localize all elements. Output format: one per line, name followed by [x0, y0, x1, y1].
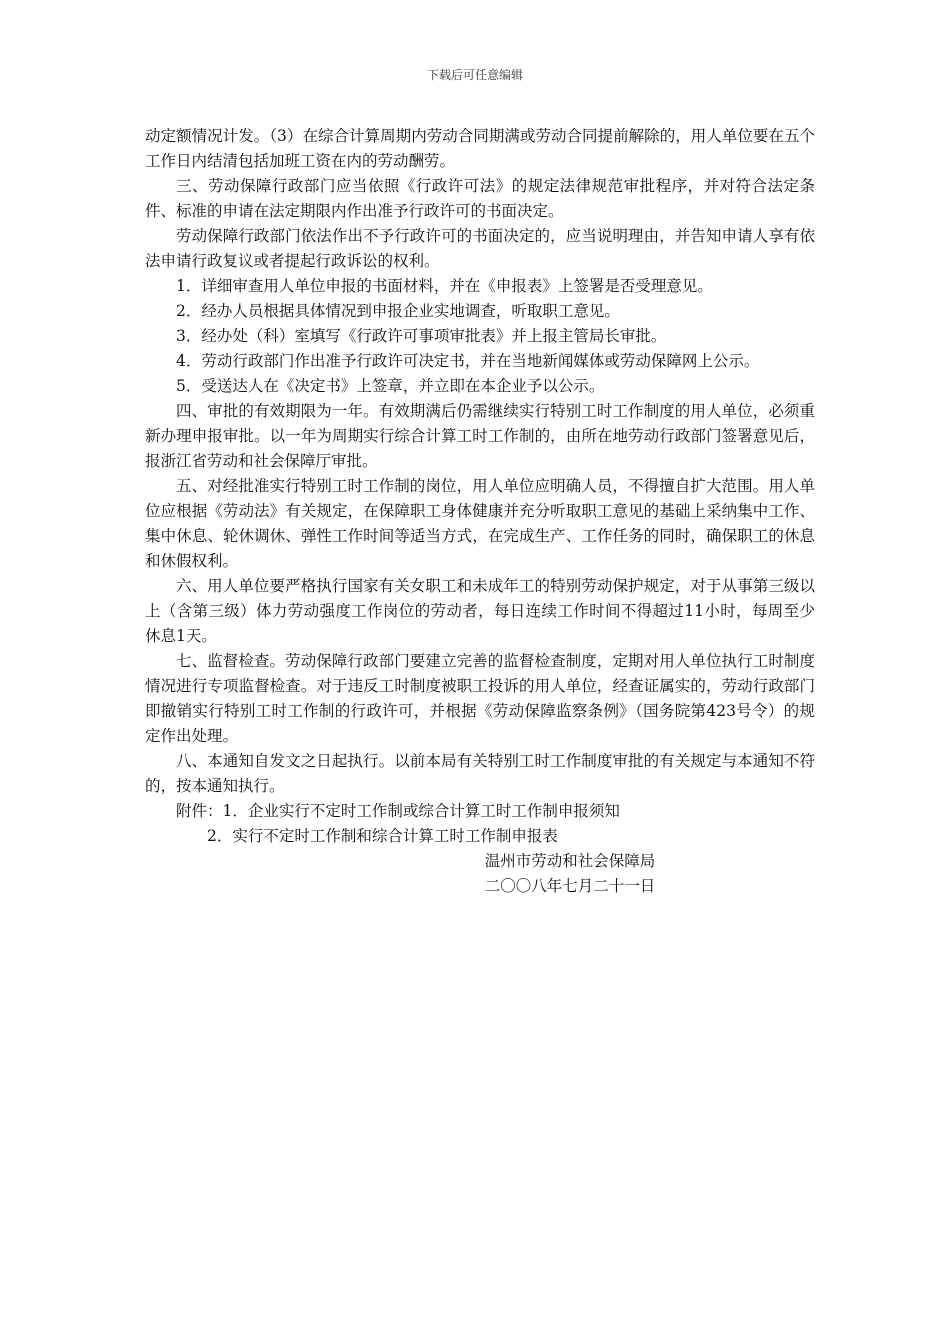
- paragraph-continuation: 动定额情况计发。（3）在综合计算周期内劳动合同期满或劳动合同提前解除的，用人单位要在五个工作日内结清包括加班工资在内的劳动酬劳。: [145, 127, 815, 170]
- paragraph-refusal-notice: 劳动保障行政部门依法作出不予行政许可的书面决定的，应当说明理由，并告知申请人享有依法申请行政复议或者提起行政诉讼的权利。: [145, 227, 815, 270]
- paragraph-section-8: 八、本通知自发文之日起执行。以前本局有关特别工时工作制度审批的有关规定与本通知不符的，按本通知执行。: [145, 752, 815, 795]
- procedure-step-2: 2．经办人员根据具体情况到申报企业实地调查，听取职工意见。: [176, 302, 620, 320]
- procedure-step-3: 3．经办处（科）室填写《行政许可事项审批表》并上报主管局长审批。: [176, 327, 667, 345]
- document-body: [145, 124, 815, 899]
- paragraph-section-4: 四、审批的有效期限为一年。有效期满后仍需继续实行特别工时工作制度的用人单位，必须重新办理申报审批。以一年为周期实行综合计算工时工作制的，由所在地劳动行政部门签署意见后，报浙江省劳动和社会保障厅审批。: [145, 402, 815, 470]
- procedure-step-1: 1．详细审查用人单位申报的书面材料，并在《申报表》上签署是否受理意见。: [176, 277, 713, 295]
- header-note: 下载后可任意编辑: [426, 68, 523, 82]
- procedure-step-4: 4．劳动行政部门作出准予行政许可决定书，并在当地新闻媒体或劳动保障网上公示。: [176, 352, 760, 370]
- issue-date: 二〇〇八年七月二十一日: [484, 877, 656, 895]
- paragraph-section-6: 六、用人单位要严格执行国家有关女职工和未成年工的特别劳动保护规定，对于从事第三级以上（含第三级）体力劳动强度工作岗位的劳动者，每日连续工作时间不得超过11小时，每周至少休息1天。: [145, 577, 815, 645]
- attachment-line-1: 附件：1．企业实行不定时工作制或综合计算工时工作制申报须知: [176, 802, 620, 820]
- paragraph-section-3: 三、劳动保障行政部门应当依照《行政许可法》的规定法律规范审批程序，并对符合法定条件、标准的申请在法定期限内作出准予行政许可的书面决定。: [145, 177, 815, 220]
- issuer-name: 温州市劳动和社会保障局: [484, 852, 656, 870]
- paragraph-section-7: 七、监督检查。劳动保障行政部门要建立完善的监督检查制度，定期对用人单位执行工时制度情况进行专项监督检查。对于违反工时制度被职工投诉的用人单位，经查证属实的，劳动行政部门即撤销实行特别工时工作制的行政许可，并根据《劳动保障监察条例》（国务院第423号令）的规定作出处理。: [145, 652, 815, 745]
- procedure-step-5: 5．受送达人在《决定书》上签章，并立即在本企业予以公示。: [176, 377, 605, 395]
- paragraph-section-5: 五、对经批准实行特别工时工作制的岗位，用人单位应明确人员，不得擅自扩大范围。用人单位应根据《劳动法》有关规定，在保障职工身体健康并充分听取职工意见的基础上采纳集中工作、集中休息、轮休调休、弹性工作时间等适当方式，在完成生产、工作任务的同时，确保职工的休息和休假权利。: [145, 477, 815, 570]
- attachment-line-2: 2．实行不定时工作制和综合计算工时工作制申报表: [207, 827, 558, 845]
